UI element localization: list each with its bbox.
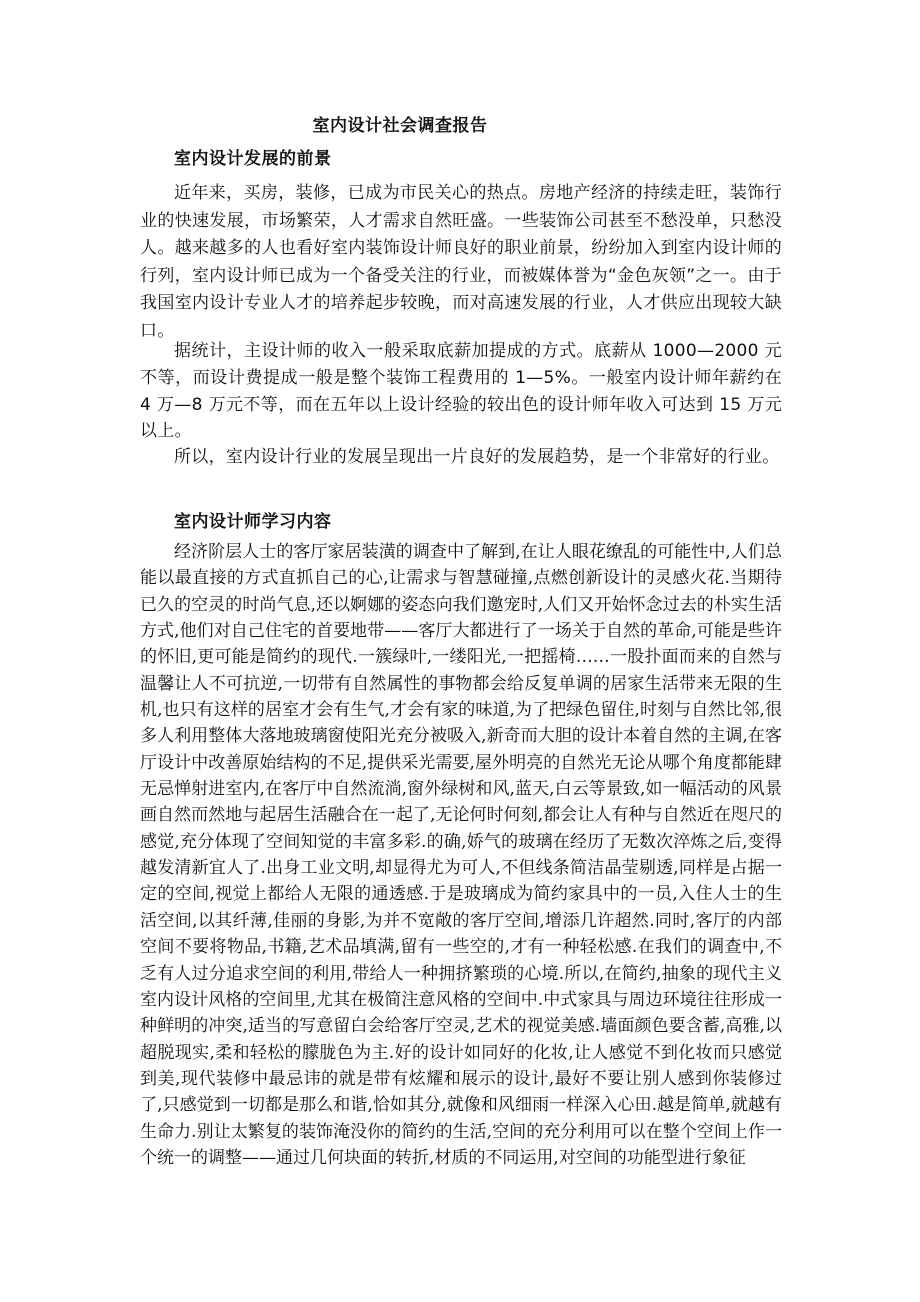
paragraph-living-room-survey: 经济阶层人士的客厅家居装潢的调查中了解到,在让人眼花缭乱的可能性中,人们总能以最直接的方式直抓自己的心,让需求与智慧碰撞,点燃创新设计的灵感火花.当期待已久的空灵的时尚气息,还以婀娜的姿态向我们邀宠时,人们又开始怀念过去的朴实生活方式,他们对自己住宅的首要地带——客厅大都进行了一场关于自然的革命,可能是些许的怀旧,更可能是简约的现代.一簇绿叶,一缕阳光,一把摇椅……一股扑面而来的自然与温馨让人不可抗逆,一切带有自然属性的事物都会给反复单调的居家生活带来无限的生机,也只有这样的居室才会有生气,才会有家的味道,为了把绿色留住,时刻与自然比邻,很多人利用整体大落地玻璃窗使阳光充分被吸入,新奇而大胆的设计本着自然的主调,在客厅设计中改善原始结构的不足,提供采光需要,屋外明亮的自然光无论从哪个角度都能肆无忌惮射进室内,在客厅中自然流淌,窗外绿树和风,蓝天,白云等景致,如一幅活动的风景画自然而然地与起居生活融合在一起了,无论何时何刻,都会让人有种与自然近在咫尺的感觉,充分体现了空间知觉的丰富多彩.的确,娇气的玻璃在经历了无数次淬炼之后,变得越发清新宜人了.出身工业文明,却显得尤为可人,不但线条简洁晶莹剔透,同样是占据一定的空间,视觉上都给人无限的通透感.于是玻璃成为简约家具中的一员,入住人士的生活空间,以其纤薄,佳丽的身影,为并不宽敞的客厅空间,增添几许超然.同时,客厅的内部空间不要将物品,书籍,艺术品填满,留有一些空的,才有一种轻松感.在我们的调查中,不乏有人过分追求空间的利用,带给人一种拥挤繁琐的心境.所以,在简约,抽象的现代主义室内设计风格的空间里,尤其在极简注意风格的空间中.中式家具与周边环境往往形成一种鲜明的冲突,适当的写意留白会给客厅空灵,艺术的视觉美感.墙面颜色要含蓄,高雅,以超脱现实,柔和轻松的朦胧色为主.好的设计如同好的化妆,让人感觉不到化妆而只感觉到美,现代装修中最忌讳的就是带有炫耀和展示的设计,最好不要让别人感到你装修过了,只感觉到一切都是那么和谐,恰如其分,就像和风细雨一样深入心田.越是简单,就越有生命力.别让太繁复的装饰淹没你的简约的生活,空间的充分利用可以在整个空间上作一个统一的调整——通过几何块面的转折,材质的不同运用,对空间的功能型进行象征 <box>140 542 782 1168</box>
paragraph-conclusion: 所以，室内设计行业的发展呈现出一片良好的发展趋势，是一个非常好的行业。 <box>174 447 780 467</box>
section-heading-learning-content: 室内设计师学习内容 <box>174 512 332 532</box>
section-heading-prospects: 室内设计发展的前景 <box>174 149 332 169</box>
paragraph-market-demand: 近年来，买房，装修，已成为市民关心的热点。房地产经济的持续走旺，装饰行业的快速发展，市场繁荣，人才需求自然旺盛。一些装饰公司甚至不愁没单，只愁没人。越来越多的人也看好室内装饰设计师良好的职业前景，纷纷加入到室内设计师的行列，室内设计师已成为一个备受关注的行业，而被媒体誉为“金色灰领”之一。由于我国室内设计专业人才的培养起步较晚，而对高速发展的行业，人才供应出现较大缺口。 <box>140 183 782 341</box>
document-title: 室内设计社会调查报告 <box>312 116 488 136</box>
paragraph-salary-statistics: 据统计，主设计师的收入一般采取底薪加提成的方式。底薪从 1000—2000 元不等，而设计费提成一般是整个装饰工程费用的 1—5%。一般室内设计师年薪约在 4 万—8 万元不等，而在五年以上设计经验的较出色的设计师年收入可达到 15 万元以上。 <box>140 341 782 442</box>
